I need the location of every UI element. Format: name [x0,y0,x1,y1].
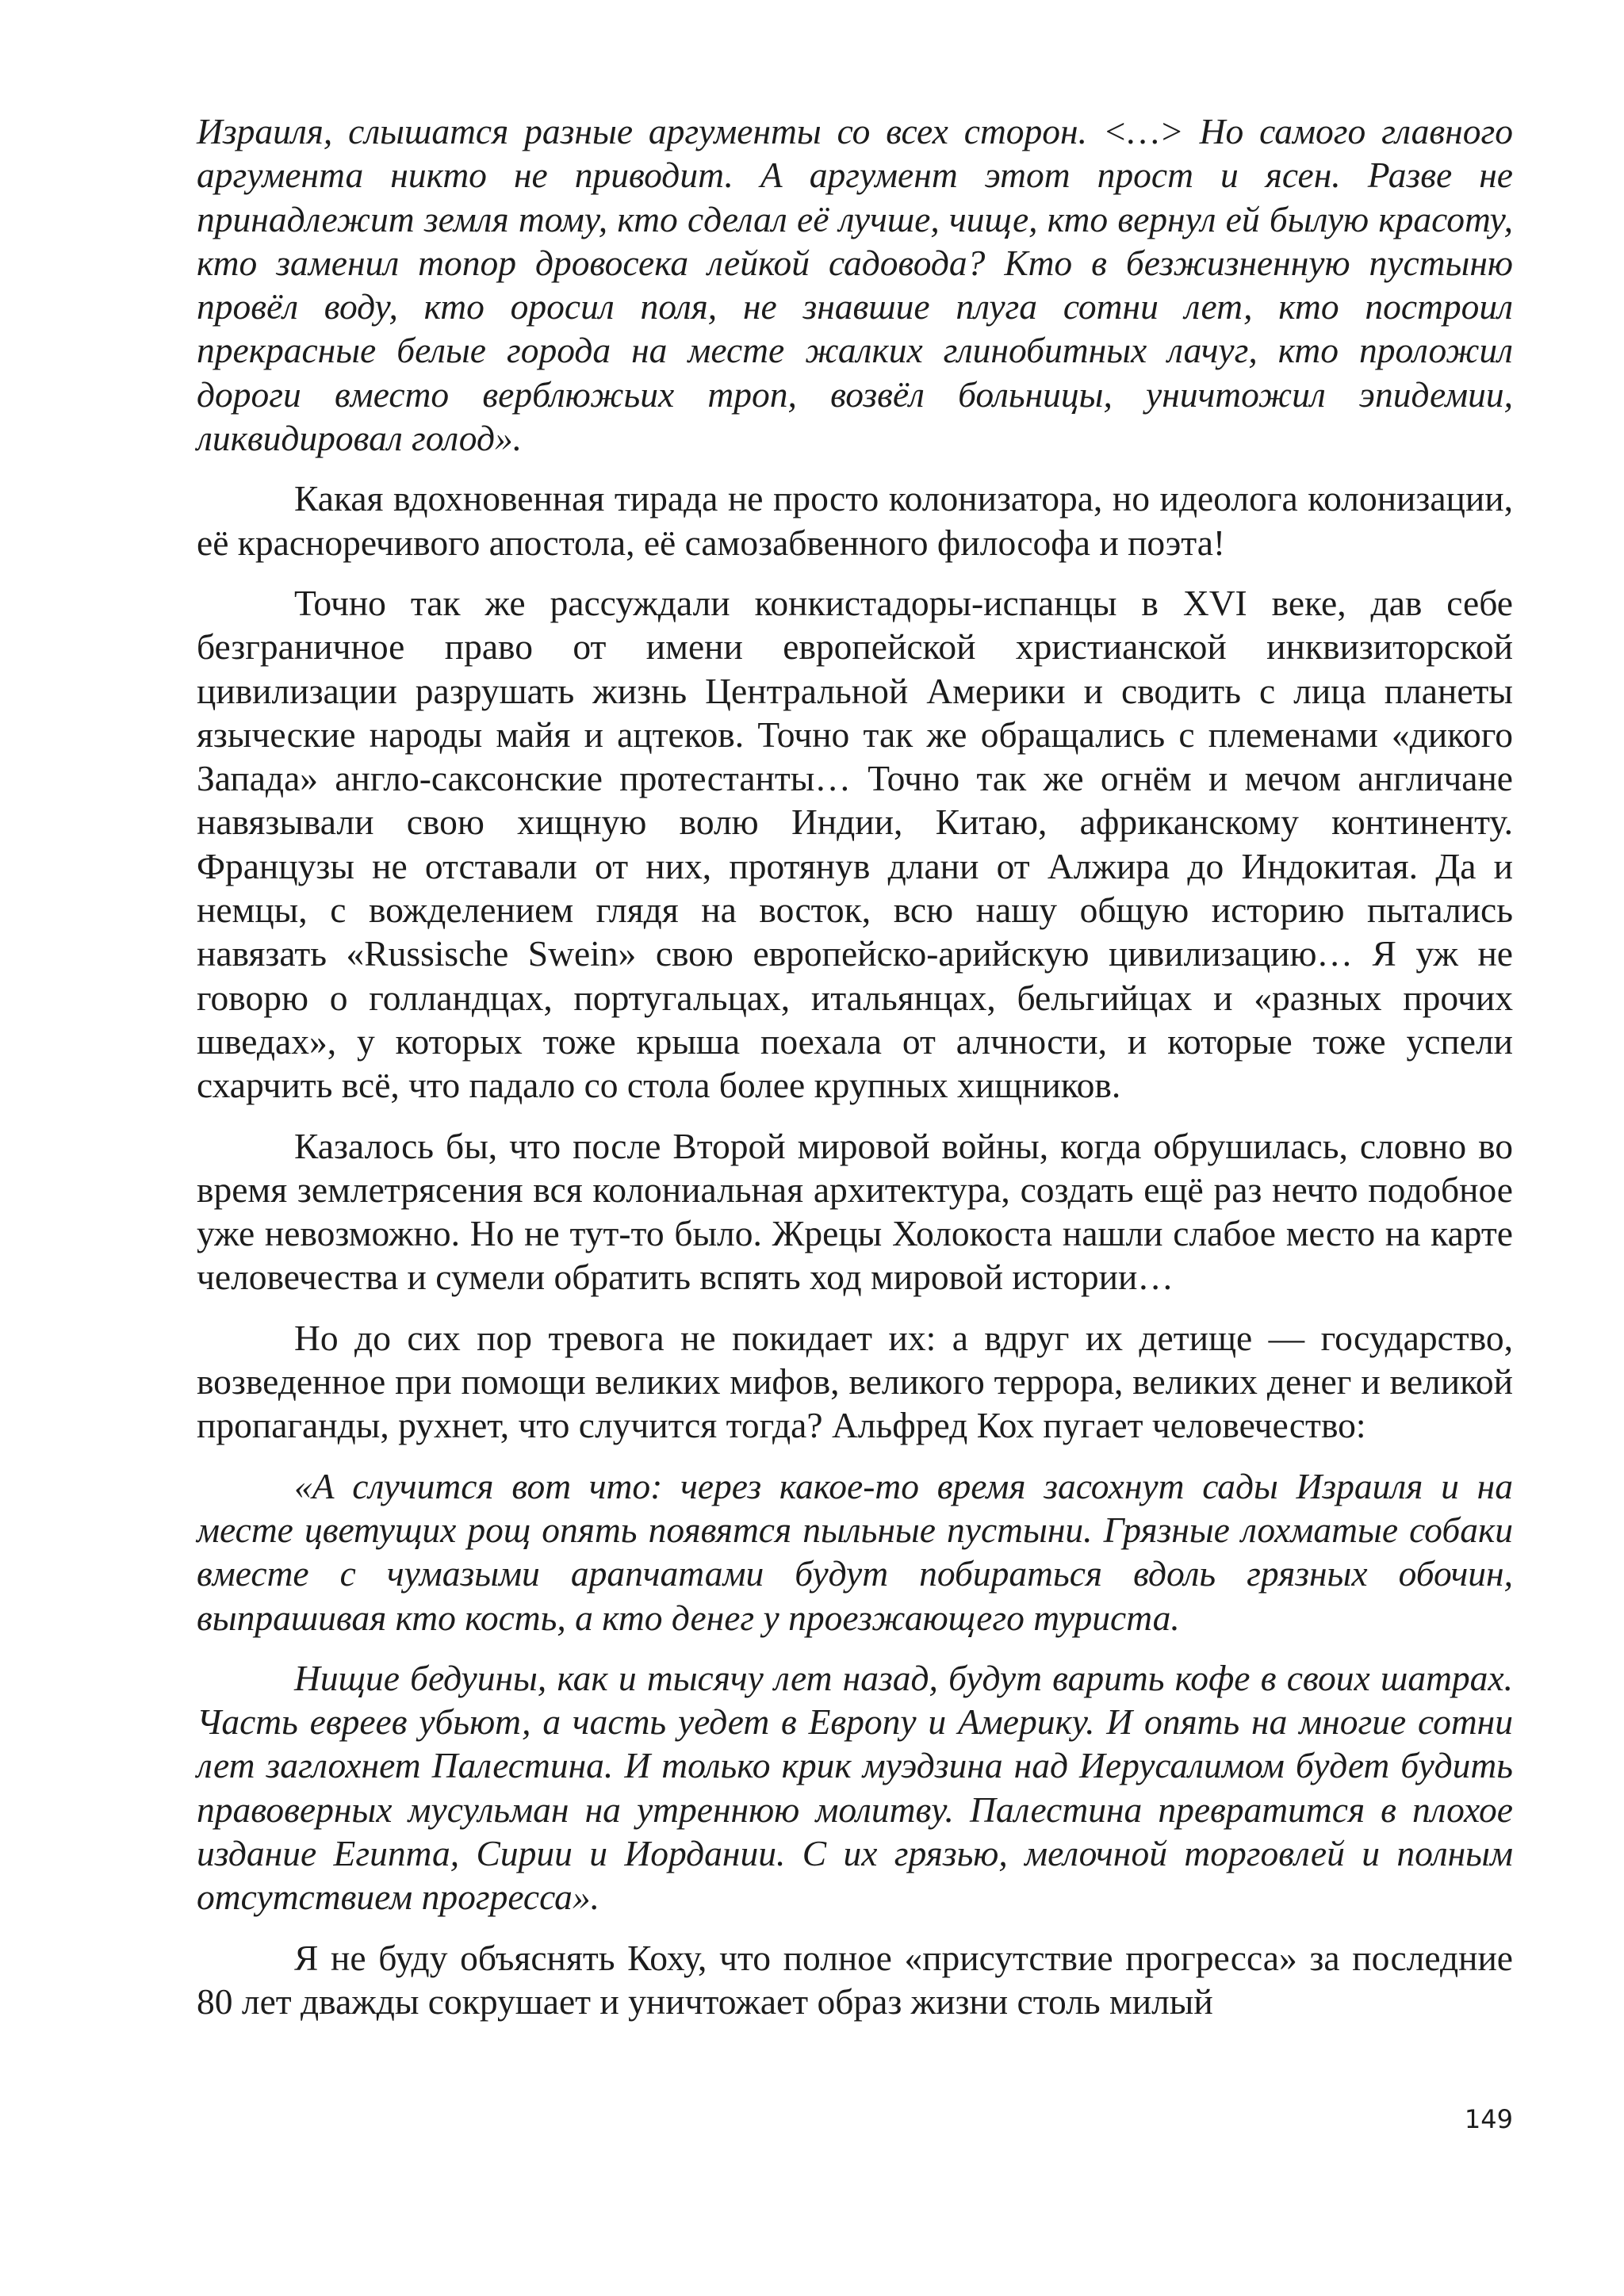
paragraph-reply: Я не буду объяснять Коху, что полное «присутствие прогресса» за последние 80 лет дважды сокрушает и уничтожает образ жизни столь милый [197,1937,1513,2022]
document-page [197,109,1513,2040]
paragraph-tirade: Какая вдохновенная тирада не просто колонизатора, но идеолога колонизации, её красноречивого апостола, её самозабвенного философа и поэта! [197,478,1513,563]
paragraph-conquistadors: Точно так же рассуждали конкистадоры-испанцы в XVI веке, дав себе безграничное право от имени европейской христианской инквизиторской цивилизации разрушать жизнь Центральной Америки и сводить с лица планеты языческие народы майя и ацтеков. Точно так же обращались с племенами «дикого Запада» англо-саксонские протестанты… Точно так же огнём и мечом англичане навязывали свою хищную волю Индии, Китаю, африканскому континенту. Французы не отставали от них, протянув длани от Алжира до Индокитая. Да и немцы, с вожделением глядя на восток, всю нашу общую историю пытались навязать «Russische Swein» свою европейско-арийскую цивилизацию… Я уж не говорю о голландцах, португальцах, итальянцах, бельгийцах и «разных прочих шведах», у которых тоже крыша поехала от алчности, и которые тоже успели схарчить всё, что падало со стола более крупных хищников. [197,582,1513,1106]
paragraph-after-war: Казалось бы, что после Второй мировой войны, когда обрушилась, словно во время землетрясения вся колониальная архитектура, создать ещё раз нечто подобное уже невозможно. Но не тут-то было. Жрецы Холокоста нашли слабое место на карте человечества и сумели обратить вспять ход мировой истории… [197,1125,1513,1298]
paragraph-quote-continuation: Израиля, слышатся разные аргументы со всех сторон. <…> Но самого главного аргумента никто не приводит. А аргумент этот прост и ясен. Разве не принадлежит земля тому, кто сделал её лучше, чище, кто вернул ей былую красоту, кто заменил топор дровосека лейкой садовода? Кто в безжизненную пустыню провёл воду, кто оросил поля, не знавшие плуга сотни лет, кто построил прекрасные белые города на месте жалких глинобитных лачуг, кто проложил дороги вместо верблюжьих троп, возвёл больницы, уничтожил эпидемии, ликвидировал голод». [197,111,1513,459]
page-number: 149 [1464,2104,1513,2134]
paragraph-quote-gardens: «А случится вот что: через какое-то время засохнут сады Израиля и на месте цветущих рощ опять появятся пыльные пустыни. Грязные лохматые собаки вместе с чумазыми арапчатами будут побираться вдоль грязных обочин, выпрашивая кто кость, а кто денег у проезжающего туриста. [197,1465,1513,1638]
paragraph-anxiety: Но до сих пор тревога не покидает их: а вдруг их детище — государство, возведенное при помощи великих мифов, великого террора, великих денег и великой пропаганды, рухнет, что случится тогда? Альфред Кох пугает человечество: [197,1317,1513,1446]
paragraph-quote-bedouins: Нищие бедуины, как и тысячу лет назад, будут варить кофе в своих шатрах. Часть евреев убьют, а часть уедет в Европу и Америку. И опять на многие сотни лет заглохнет Палестина. И только крик муэдзина над Иерусалимом будет будить правоверных мусульман на утреннюю молитву. Палестина превратится в плохое издание Египта, Сирии и Иордании. С их грязью, мелочной торговлей и полным отсутствием прогресса». [197,1657,1513,1918]
